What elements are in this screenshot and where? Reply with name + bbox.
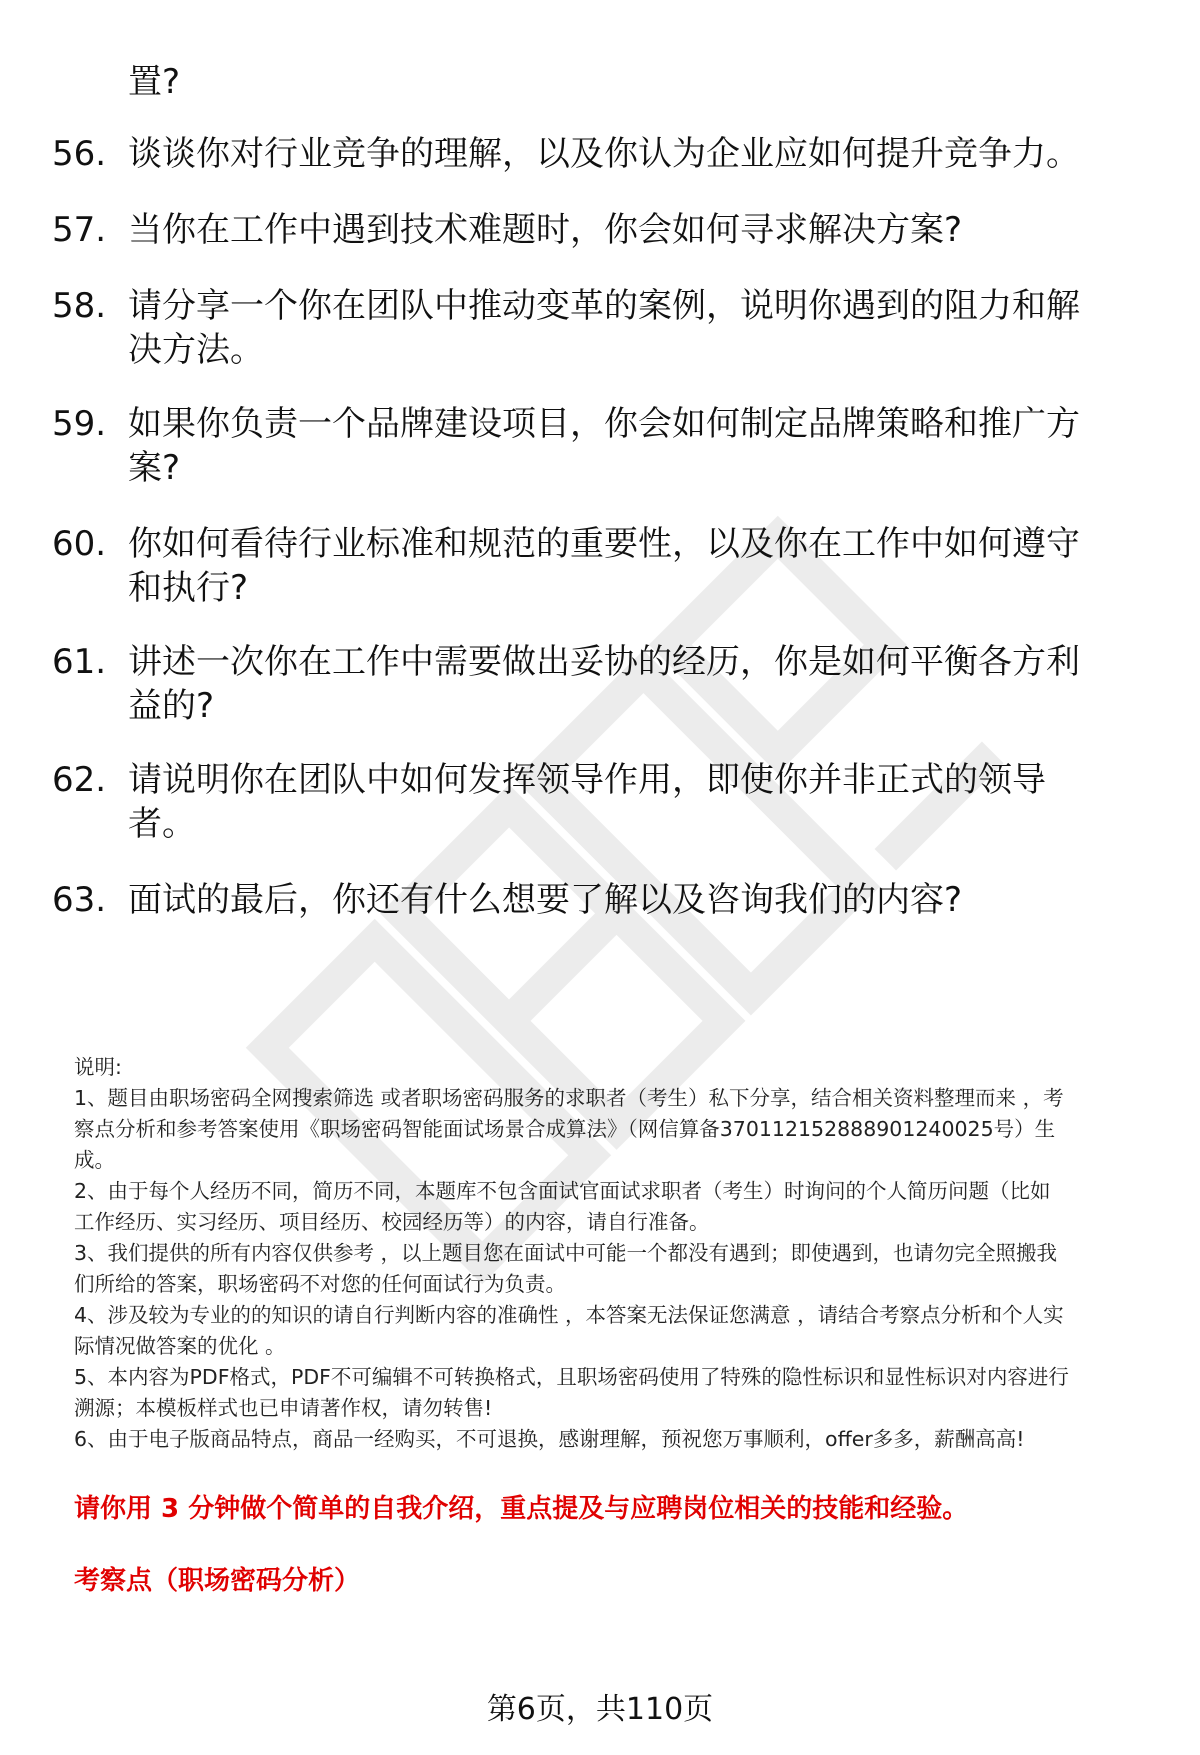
- question-text-continued: 决方法。: [128, 330, 264, 370]
- question-number: 57.: [52, 210, 107, 250]
- notes-line: 4、涉及较为专业的的知识的请自行判断内容的准确性 ，本答案无法保证您满意 ，请结合考察点分析和个人实: [74, 1303, 1064, 1327]
- notes-line: 1、题目由职场密码全网搜索筛选 或者职场密码服务的求职者（考生）私下分享，结合相关资料整理而来 ，考: [74, 1086, 1064, 1110]
- question-number: 62.: [52, 760, 107, 800]
- notes-line: 察点分析和参考答案使用《职场密码智能面试场景合成算法》（网信算备370112152888901240025号）生: [74, 1117, 1056, 1141]
- notes-line: 们所给的答案，职场密码不对您的任何面试行为负责。: [74, 1272, 566, 1296]
- question-text-continued: 益的?: [128, 686, 215, 726]
- question-text: 请说明你在团队中如何发挥领导作用，即使你并非正式的领导: [128, 760, 1046, 800]
- question-text-continued: 者。: [128, 804, 196, 844]
- question-text-continued: 案?: [128, 448, 181, 488]
- question-number: 61.: [52, 642, 107, 682]
- question-text: 讲述一次你在工作中需要做出妥协的经历，你是如何平衡各方利: [128, 642, 1080, 682]
- notes-line: 溯源；本模板样式也已申请著作权，请勿转售!: [74, 1396, 493, 1420]
- question-number: 56.: [52, 134, 107, 174]
- question-text: 当你在工作中遇到技术难题时，你会如何寻求解决方案?: [128, 210, 963, 250]
- question-text: 你如何看待行业标准和规范的重要性，以及你在工作中如何遵守: [128, 524, 1080, 564]
- question-continuation: 置?: [128, 62, 181, 102]
- question-number: 60.: [52, 524, 107, 564]
- notes-line: 工作经历、实习经历、项目经历、校园经历等）的内容，请自行准备。: [74, 1210, 710, 1234]
- notes-line: 成。: [74, 1148, 115, 1172]
- notes-line: 2、由于每个人经历不同，简历不同，本题库不包含面试官面试求职者（考生）时询问的个人简历问题（比如: [74, 1179, 1051, 1203]
- page-footer: 第6页，共110页: [486, 1692, 714, 1727]
- question-text: 谈谈你对行业竞争的理解，以及你认为企业应如何提升竞争力。: [128, 134, 1080, 174]
- question-text: 如果你负责一个品牌建设项目，你会如何制定品牌策略和推广方: [128, 404, 1080, 444]
- highlight-question: 请你用 3 分钟做个简单的自我介绍，重点提及与应聘岗位相关的技能和经验。: [74, 1494, 969, 1524]
- notes-title: 说明:: [74, 1055, 122, 1079]
- question-number: 59.: [52, 404, 107, 444]
- notes-line: 际情况做答案的优化 。: [74, 1334, 286, 1358]
- notes-line: 5、本内容为PDF格式，PDF不可编辑不可转换格式，且职场密码使用了特殊的隐性标识和显性标识对内容进行: [74, 1365, 1069, 1389]
- question-number: 58.: [52, 286, 107, 326]
- question-text: 面试的最后，你还有什么想要了解以及咨询我们的内容?: [128, 880, 963, 920]
- analysis-heading: 考察点（职场密码分析）: [74, 1566, 361, 1596]
- question-number: 63.: [52, 880, 107, 920]
- notes-line: 6、由于电子版商品特点，商品一经购买，不可退换，感谢理解，预祝您万事顺利，offer多多，薪酬高高!: [74, 1427, 1025, 1451]
- notes-line: 3、我们提供的所有内容仅供参考 ，以上题目您在面试中可能一个都没有遇到；即使遇到，也请勿完全照搬我: [74, 1241, 1058, 1265]
- question-text-continued: 和执行?: [128, 568, 249, 608]
- question-text: 请分享一个你在团队中推动变革的案例，说明你遇到的阻力和解: [128, 286, 1080, 326]
- notes-section: [74, 1052, 1164, 1455]
